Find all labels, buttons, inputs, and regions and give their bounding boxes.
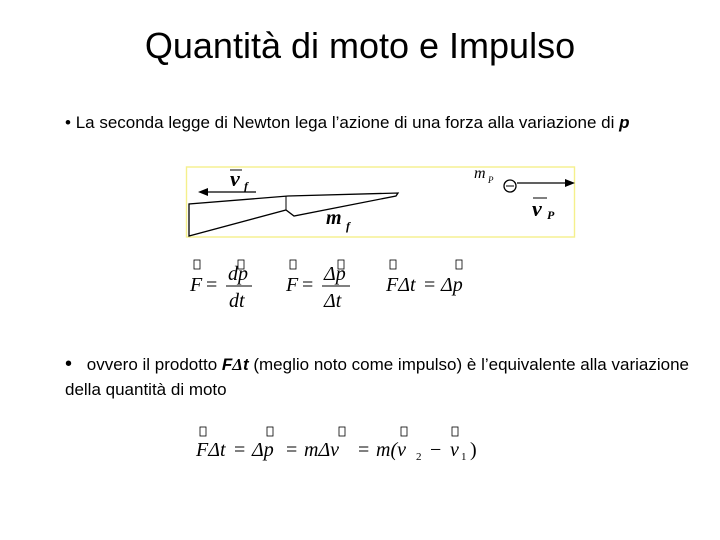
bullet-marker: • [65, 113, 71, 132]
equation-row-1 [188, 256, 488, 314]
vp-subscript: P [547, 208, 555, 222]
bullet-newton-law [65, 110, 685, 135]
vector-placeholder-icon [390, 260, 396, 269]
eq-mdv: mΔv [304, 439, 340, 461]
eq-equals-2: = [286, 439, 298, 461]
mp-label: m [474, 165, 486, 182]
vector-placeholder-icon [200, 427, 206, 436]
vector-placeholder-icon [194, 260, 200, 269]
momentum-symbol: p [619, 113, 630, 132]
vector-placeholder-icon [401, 427, 407, 436]
impulse-delta: Δ [232, 355, 243, 374]
mp-subscript: P [488, 175, 494, 185]
impulse-symbol [222, 355, 249, 374]
eq-v1: v [450, 439, 459, 461]
vector-placeholder-icon [267, 427, 273, 436]
bullet-text: La seconda legge di Newton lega l’azione di una forza alla variazione di [75, 113, 615, 132]
eq-ft: FΔt [196, 439, 226, 461]
eq-sub-2: 2 [416, 451, 422, 463]
eq-sub-1: 1 [461, 451, 467, 463]
rifle-shape [189, 193, 398, 236]
eq2-denominator: Δt [324, 290, 342, 312]
eq1-equals: = [206, 274, 218, 296]
vf-label: v [230, 166, 240, 191]
vp-label: v [532, 196, 542, 221]
eq-close-paren: ) [470, 439, 477, 461]
eq-m-v2: m(v [376, 439, 406, 461]
vector-placeholder-icon [339, 427, 345, 436]
bullet-impulse [65, 352, 695, 402]
vf-subscript: f [244, 179, 248, 193]
eq1-denominator: dt [229, 290, 245, 312]
eq3-rhs: Δp [441, 274, 463, 296]
eq1-numerator: dp [228, 263, 248, 285]
eq3-lhs: FΔt [386, 274, 416, 296]
eq-minus: − [430, 439, 442, 461]
slide-title: Quantità di moto e Impulso [144, 25, 576, 66]
eq2-numerator: Δp [324, 263, 346, 285]
mf-label: m [326, 207, 342, 229]
bullet-text-pre: ovvero il prodotto [86, 355, 218, 374]
bullet-marker: • [65, 353, 73, 375]
eq2-lhs: F [286, 274, 299, 296]
eq-equals-1: = [234, 439, 246, 461]
eq-equals-3: = [358, 439, 370, 461]
bullet-text-post: (meglio noto come impulso) è l’equivalente alla variazione della quantità di moto [65, 355, 689, 399]
eq3-equals: = [424, 274, 436, 296]
vp-arrowhead-icon [565, 179, 575, 187]
figure-frame [187, 167, 575, 237]
mf-subscript: f [346, 219, 350, 233]
vector-placeholder-icon [452, 427, 458, 436]
impulse-equation [194, 424, 494, 466]
impulse-t: t [242, 355, 249, 374]
impulse-f: F [221, 355, 233, 374]
recoil-figure [186, 166, 576, 238]
eq1-lhs: F [190, 274, 203, 296]
vector-placeholder-icon [290, 260, 296, 269]
eq-dp: Δp [252, 439, 274, 461]
vf-arrowhead-icon [198, 188, 208, 196]
vector-placeholder-icon [456, 260, 462, 269]
eq2-equals: = [302, 274, 314, 296]
